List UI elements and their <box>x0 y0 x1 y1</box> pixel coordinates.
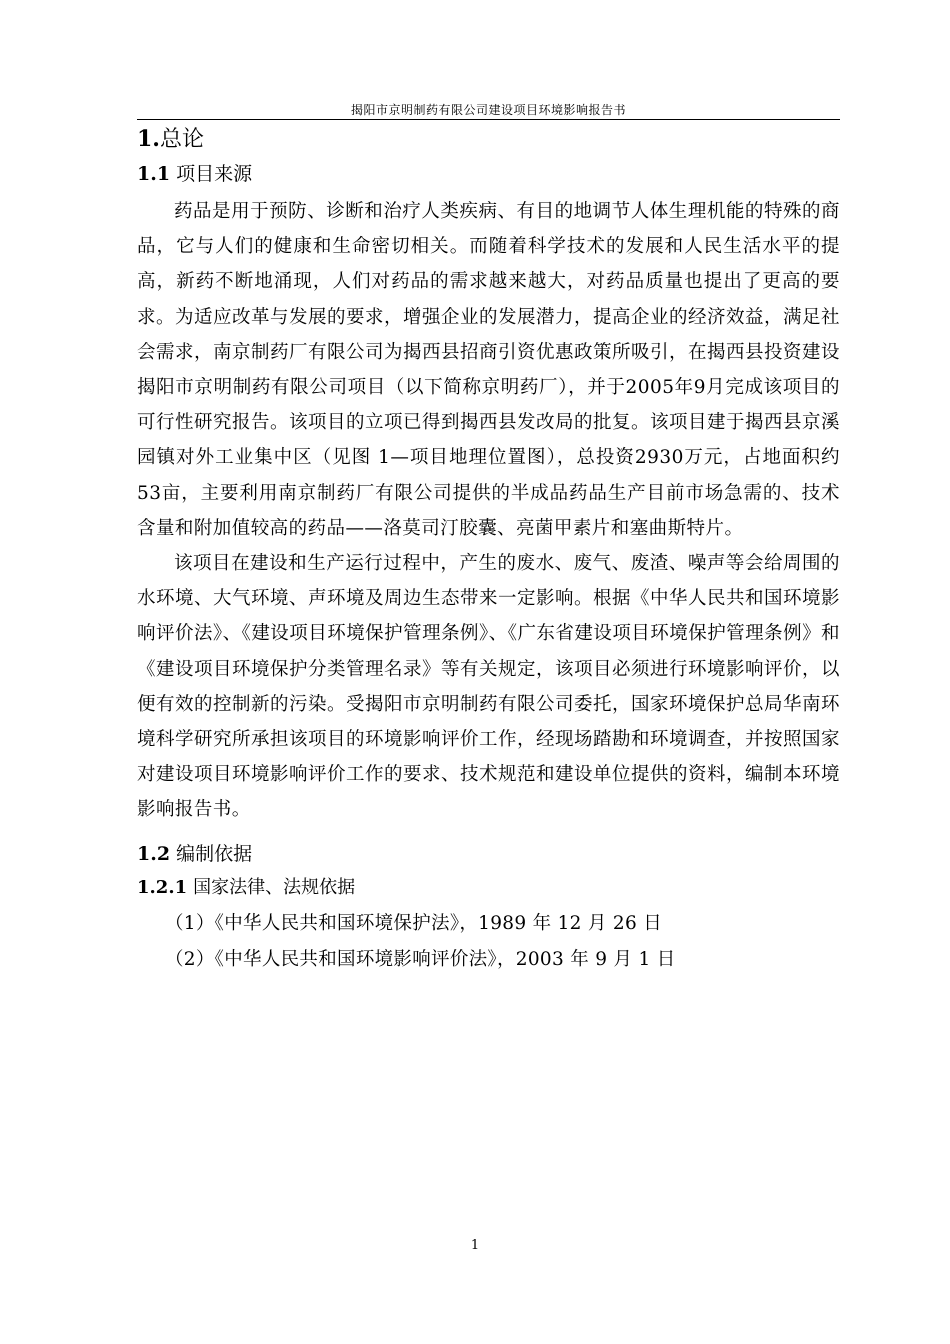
header-rule <box>137 119 840 120</box>
running-header: 揭阳市京明制药有限公司建设项目环境影响报告书 <box>350 103 626 117</box>
reference-item: （2）《中华人民共和国环境影响评价法》，2003 年 9 月 1 日 <box>165 948 676 970</box>
page-content <box>137 124 840 978</box>
section-heading-1-2-1 <box>137 874 840 902</box>
reference-item: （1）《中华人民共和国环境保护法》，1989 年 12 月 26 日 <box>165 912 663 934</box>
section-number: 1. <box>137 126 160 152</box>
section-number: 1.2.1 <box>137 876 188 898</box>
section-number: 1.2 <box>137 842 171 865</box>
section-title: 编制依据 <box>176 842 253 865</box>
section-heading-1-2 <box>137 840 840 868</box>
section-heading-1 <box>137 124 840 154</box>
section-title: 国家法律、法规依据 <box>193 876 356 898</box>
page-number: 1 <box>470 1238 480 1253</box>
section-number: 1.1 <box>137 163 171 185</box>
body-paragraph: 该项目在建设和生产运行过程中，产生的废水、废气、废渣、噪声等会给周围的水环境、大气环境、声环境及周边生态带来一定影响。根据《中华人民共和国环境影响评价法》、《建设项目环境保护管理条例》、《广东省建设项目环境保护管理条例》和《建设项目环境保护分类管理名录》等有关规定，该项目必须进行环境影响评价，以便有效的控制新的污染。受揭阳市京明制药有限公司委托，国家环境保护总局华南环境科学研究所承担该项目的环境影响评价工作，经现场踏勘和环境调查，并按照国家对建设项目环境影响评价工作的要求、技术规范和建设单位提供的资料，编制本环境影响报告书。 <box>137 553 840 821</box>
body-paragraph: 药品是用于预防、诊断和治疗人类疾病、有目的地调节人体生理机能的特殊的商品，它与人们的健康和生命密切相关。而随着科学技术的发展和人民生活水平的提高，新药不断地涌现，人们对药品的需求越来越大，对药品质量也提出了更高的要求。为适应改革与发展的要求，增强企业的发展潜力，提高企业的经济效益，满足社会需求，南京制药厂有限公司为揭西县招商引资优惠政策所吸引，在揭西县投资建设揭阳市京明制药有限公司项目（以下简称京明药厂），并于2005年9月完成该项目的可行性研究报告。该项目的立项已得到揭西县发改局的批复。该项目建于揭西县京溪园镇对外工业集中区（见图 1—项目地理位置图），总投资2930万元，占地面积约53亩，主要利用南京制药厂有限公司提供的半成品药品生产目前市场急需的、技术含量和附加值较高的药品——洛莫司汀胶囊、亮菌甲素片和塞曲斯特片。 <box>137 201 840 539</box>
section-title: 项目来源 <box>176 163 253 185</box>
section-title: 总论 <box>159 127 204 152</box>
section-heading-1-1 <box>137 160 840 188</box>
